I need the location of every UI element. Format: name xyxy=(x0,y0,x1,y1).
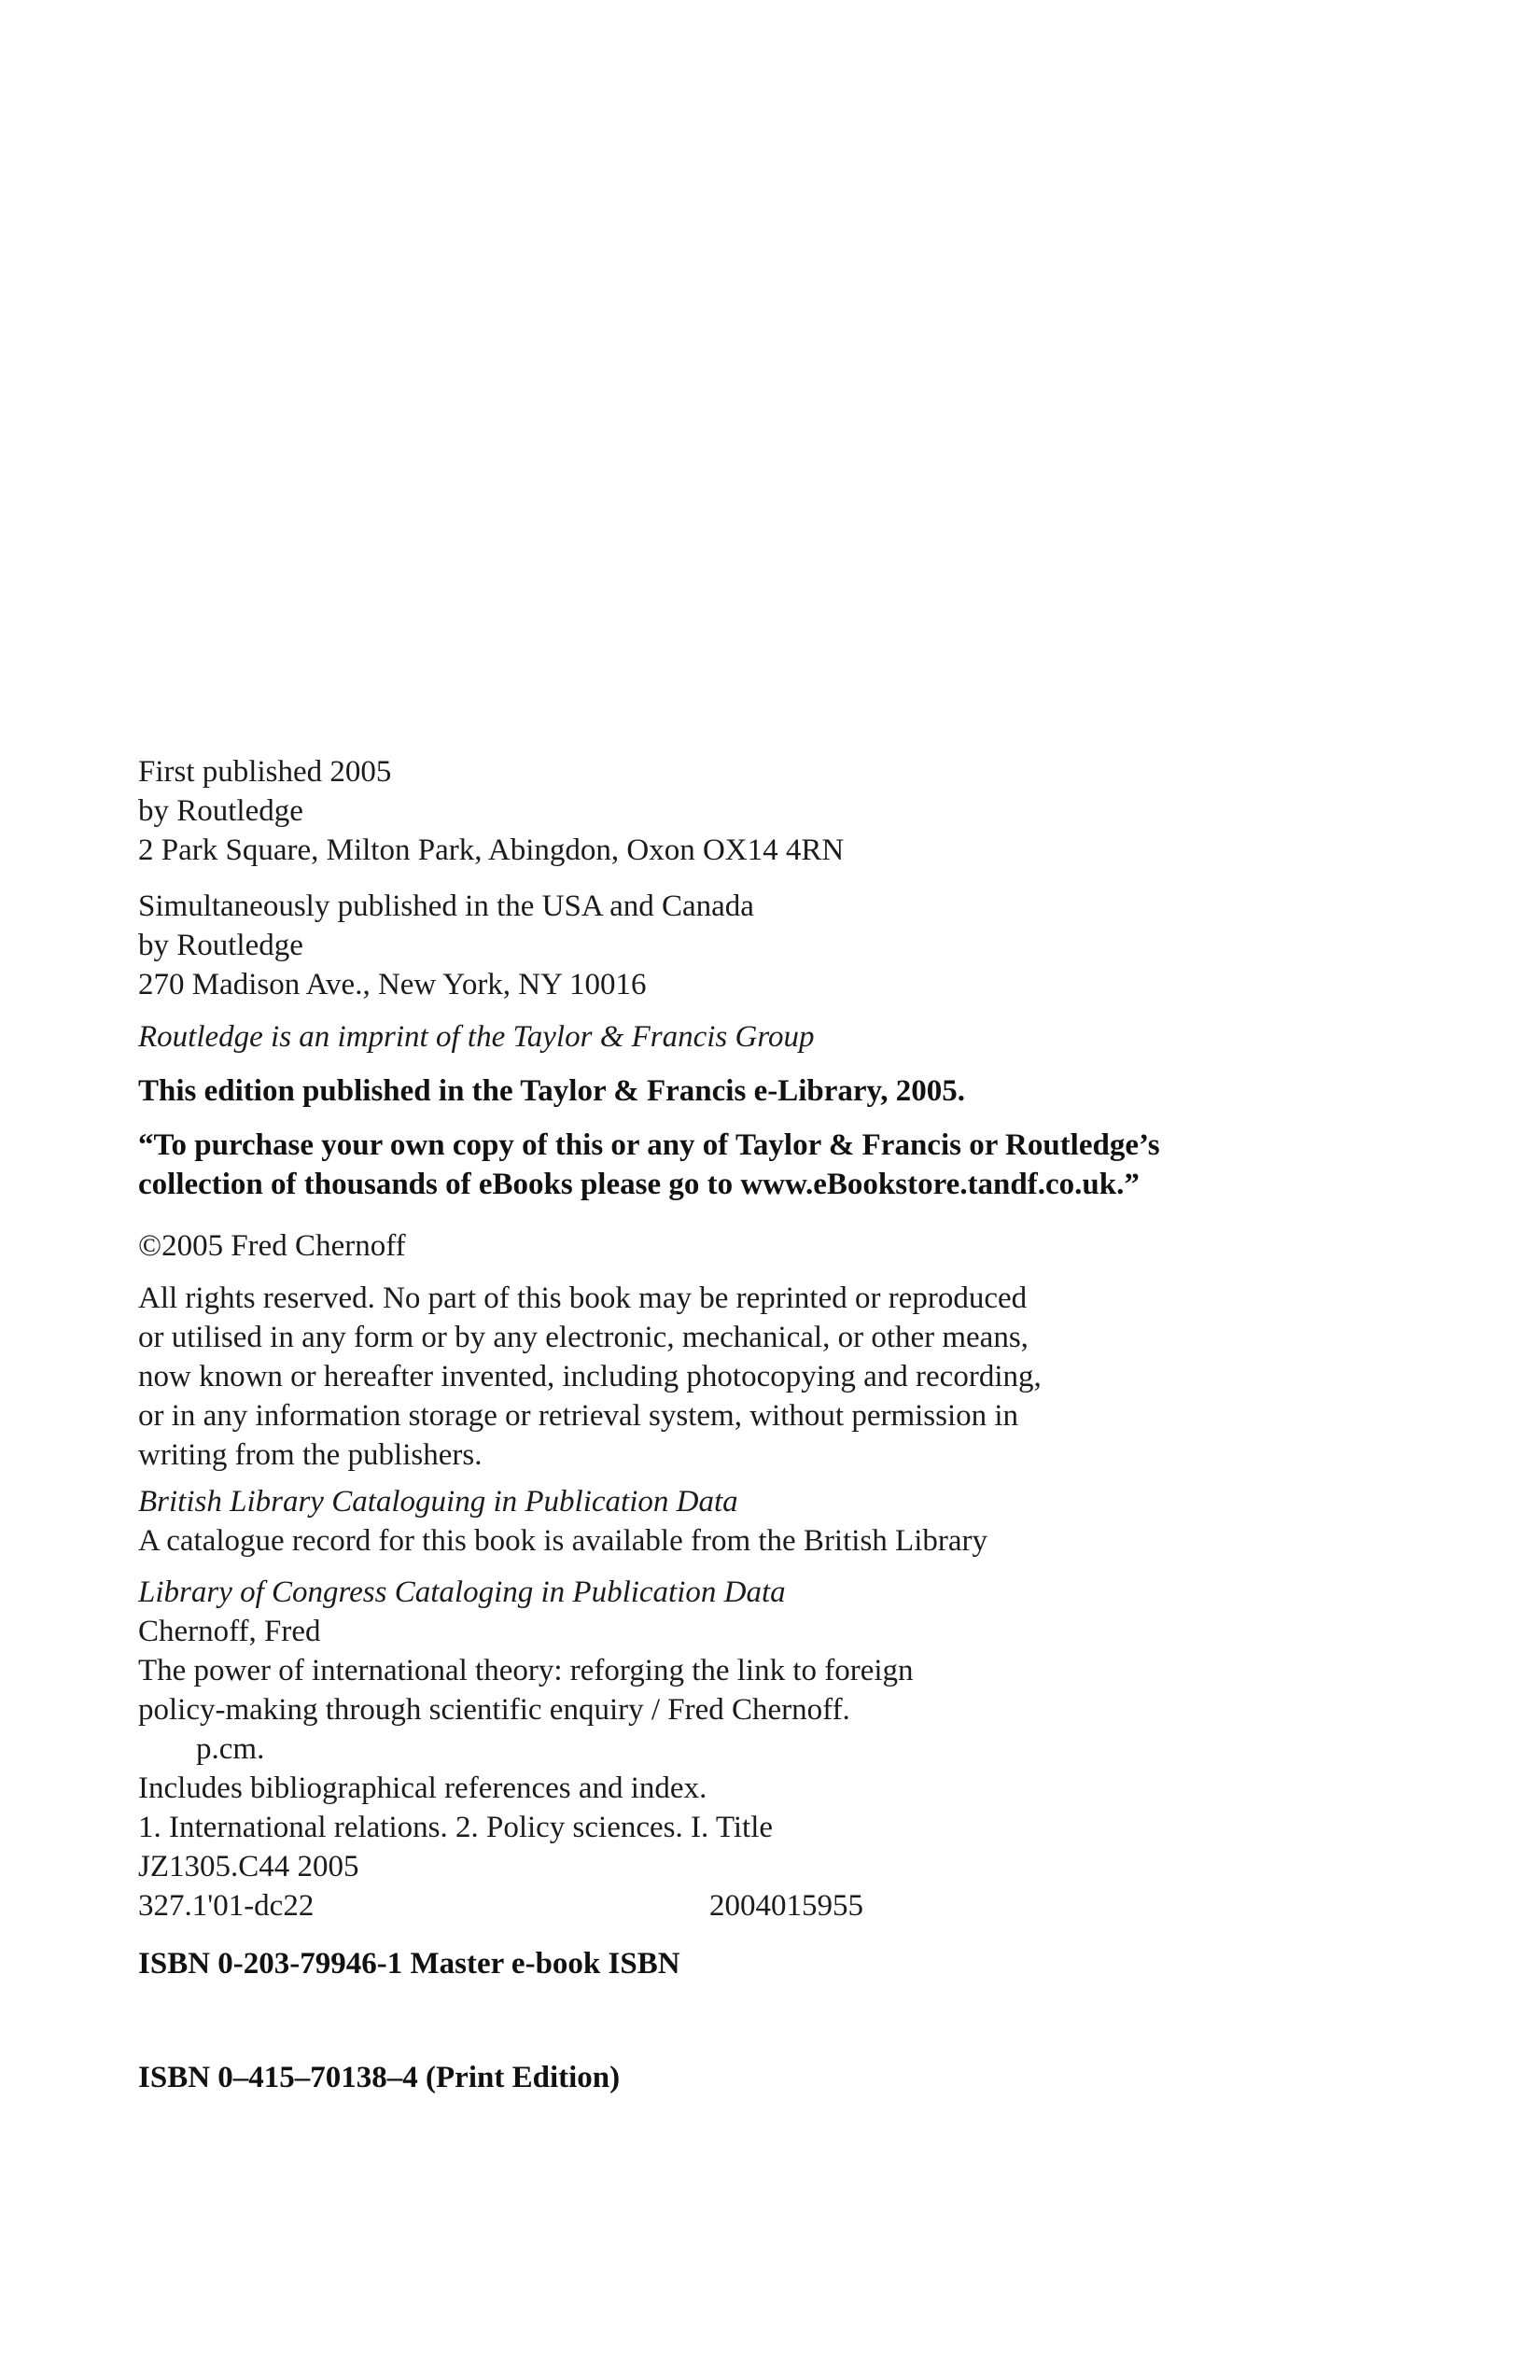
loc-pcm-line: p.cm. xyxy=(196,1732,265,1766)
purchase-note-line-1: “To purchase your own copy of this or any of Taylor & Francis or Routledge’s xyxy=(138,1128,1160,1162)
elibrary-note-line: This edition published in the Taylor & Francis e-Library, 2005. xyxy=(138,1074,965,1108)
publisher-address-line: 2 Park Square, Milton Park, Abingdon, Oxon OX14 4RN xyxy=(138,833,845,867)
loc-subjects-line: 1. International relations. 2. Policy sciences. I. Title xyxy=(138,1811,774,1844)
elibrary-note xyxy=(138,1071,1426,1111)
british-library-cataloguing xyxy=(138,1482,1426,1561)
us-publisher-address-line: 270 Madison Ave., New York, NY 10016 xyxy=(138,968,647,1001)
rights-line-5: writing from the publishers. xyxy=(138,1438,483,1472)
rights-statement xyxy=(138,1279,1426,1475)
copyright-line xyxy=(138,1226,1426,1266)
british-library-line: A catalogue record for this book is available from the British Library xyxy=(138,1524,987,1558)
loc-title-line-1: The power of international theory: reforging the link to foreign xyxy=(138,1654,914,1687)
us-published-line: Simultaneously published in the USA and Canada xyxy=(138,889,754,923)
loc-callnumber-line: JZ1305.C44 2005 xyxy=(138,1850,359,1883)
loc-includes-line: Includes bibliographical references and index. xyxy=(138,1771,707,1805)
purchase-note-line-2: collection of thousands of eBooks please go to www.eBookstore.tandf.co.uk.” xyxy=(138,1168,1140,1201)
loc-title-line-2: policy-making through scientific enquiry / Fred Chernoff. xyxy=(138,1693,850,1727)
first-published-line: First published 2005 xyxy=(138,755,392,789)
publication-info xyxy=(138,752,1426,870)
dewey-number: 327.1'01-dc22 xyxy=(138,1889,315,1923)
rights-line-2: or utilised in any form or by any electronic, mechanical, or other means, xyxy=(138,1321,1029,1354)
loc-control-number: 2004015955 xyxy=(709,1889,863,1923)
isbn-print-line: ISBN 0–415–70138–4 (Print Edition) xyxy=(138,2061,621,2094)
isbn-ebook xyxy=(138,1944,1426,1983)
british-library-heading: British Library Cataloguing in Publication Data xyxy=(138,1485,738,1519)
library-of-congress-cataloging xyxy=(138,1573,1426,1925)
us-publication-info xyxy=(138,887,1426,1004)
us-publisher-line: by Routledge xyxy=(138,929,303,962)
imprint-note-line: Routledge is an imprint of the Taylor & Francis Group xyxy=(138,1020,815,1054)
purchase-note xyxy=(138,1126,1426,1204)
rights-line-3: now known or hereafter invented, including photocopying and recording, xyxy=(138,1360,1042,1393)
rights-line-4: or in any information storage or retrieval system, without permission in xyxy=(138,1399,1019,1433)
loc-dewey-line xyxy=(138,1886,1426,1925)
copyright-text: ©2005 Fred Chernoff xyxy=(138,1229,406,1263)
isbn-ebook-line: ISBN 0-203-79946-1 Master e-book ISBN xyxy=(138,1947,680,1981)
isbn-print xyxy=(138,2058,1426,2097)
rights-line-1: All rights reserved. No part of this book may be reprinted or reproduced xyxy=(138,1281,1028,1315)
library-of-congress-heading: Library of Congress Cataloging in Publication Data xyxy=(138,1575,786,1609)
imprint-content xyxy=(138,752,1426,2112)
imprint-note xyxy=(138,1017,1426,1057)
publisher-line: by Routledge xyxy=(138,794,303,828)
loc-author-line: Chernoff, Fred xyxy=(138,1615,321,1648)
